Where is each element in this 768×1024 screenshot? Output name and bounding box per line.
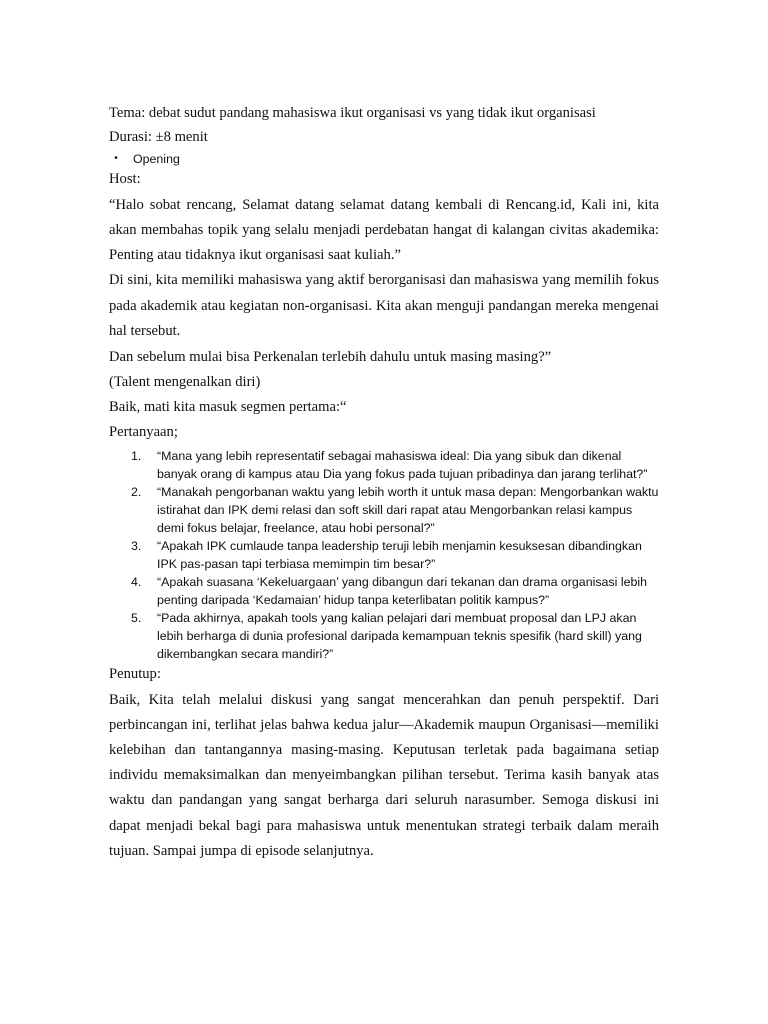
list-item <box>109 483 659 537</box>
list-item <box>109 573 659 609</box>
bullet-icon: • <box>114 153 118 164</box>
question-text: “Apakah IPK cumlaude tanpa leadership teruji lebih menjamin kesuksesan dibandingkan IPK pas-pasan tapi terbiasa memimpin tim besar?” <box>157 538 642 571</box>
segment-start-line: Baik, mati kita masuk segmen pertama:“ <box>109 398 347 415</box>
host-intro-paragraph: “Halo sobat rencang, Selamat datang selamat datang kembali di Rencang.id, Kali ini, kita akan membahas topik yang selalu menjadi perdebatan hangat di kalangan civitas akademika: Penting atau tidaknya ikut organisasi saat kuliah.” <box>109 197 659 263</box>
closing-paragraph: Baik, Kita telah melalui diskusi yang sangat mencerahkan dan penuh perspektif. Dari perbincangan ini, terlihat jelas bahwa kedua jalur—Akademik maupun Organisasi—memiliki kelebihan dan tantangannya masing-masing. Keputusan terletak pada bagaimana setiap individu memaksimalkan dan menyeimbangkan pilihan tersebut. Terima kasih banyak atas waktu dan pandangan yang sangat berharga dari seluruh narasumber. Semoga diskusi ini dapat menjadi bekal bagi para mahasiswa untuk menentukan strategi terbaik dalam meraih tujuan. Sampai jumpa di episode selanjutnya. <box>109 691 659 859</box>
list-item <box>109 447 659 483</box>
document-page <box>109 102 659 864</box>
question-number: 2. <box>131 484 142 499</box>
closing-label: Penutup: <box>109 665 161 682</box>
host-label: Host: <box>109 171 141 187</box>
list-item <box>109 537 659 573</box>
question-text: “Apakah suasana ‘Kekeluargaan’ yang dibangun dari tekanan dan drama organisasi lebih penting daripada ‘Kedamaian’ hidup tanpa keterlibatan politik kampus?” <box>157 574 647 607</box>
question-number: 3. <box>131 538 142 553</box>
question-number: 5. <box>131 610 142 625</box>
opening-label: Opening <box>133 152 180 166</box>
questions-label: Pertanyaan; <box>109 423 178 440</box>
opening-bullet-item <box>109 149 659 169</box>
question-text: “Manakah pengorbanan waktu yang lebih worth it untuk masa depan: Mengorbankan waktu istirahat dan IPK demi relasi dan soft skill dari rapat atau Mengorbankan relasi kampus demi fokus belajar, freelance, atau hobi personal?” <box>157 484 659 535</box>
list-item <box>109 609 659 663</box>
talent-note: (Talent mengenalkan diri) <box>109 373 261 390</box>
duration-line: Durasi: ±8 menit <box>109 129 208 145</box>
question-number: 4. <box>131 574 142 589</box>
intro-request-line: Dan sebelum mulai bisa Perkenalan terlebih dahulu untuk masing masing?” <box>109 348 552 365</box>
question-text: “Mana yang lebih representatif sebagai mahasiswa ideal: Dia yang sibuk dan dikenal banyak orang di kampus atau Dia yang fokus pada tujuan pribadinya dan jarang terlihat?” <box>157 448 648 481</box>
questions-list <box>109 447 659 663</box>
theme-line: Tema: debat sudut pandang mahasiswa ikut organisasi vs yang tidak ikut organisasi <box>109 105 596 121</box>
context-paragraph: Di sini, kita memiliki mahasiswa yang aktif berorganisasi dan mahasiswa yang memilih fokus pada akademik atau kegiatan non-organisasi. Kita akan menguji pandangan mereka mengenai hal tersebut. <box>109 272 659 339</box>
question-text: “Pada akhirnya, apakah tools yang kalian pelajari dari membuat proposal dan LPJ akan lebih berharga di dunia profesional daripada kemampuan teknis spesifik (hard skill) yang dikembangkan secara mandiri?” <box>157 610 642 661</box>
question-number: 1. <box>131 448 142 463</box>
